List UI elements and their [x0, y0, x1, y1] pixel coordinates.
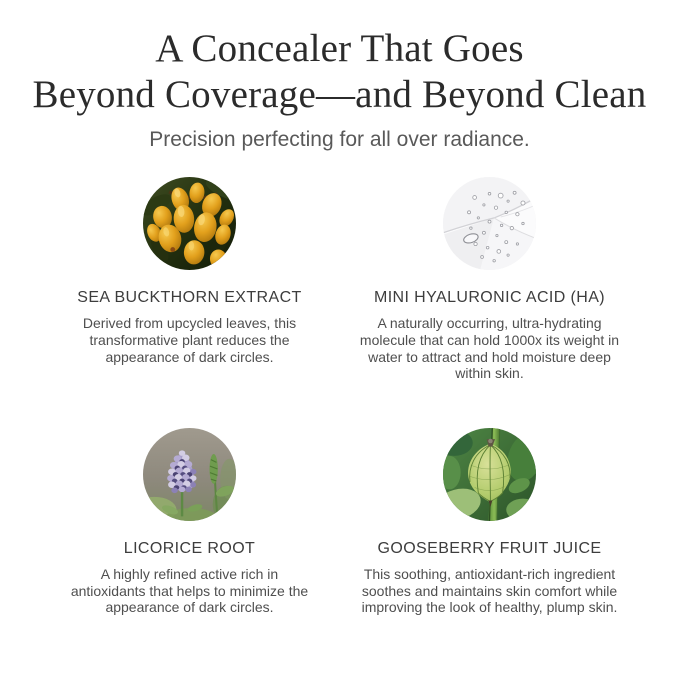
page-title [0, 26, 679, 117]
sea-buckthorn-berries-photo [143, 177, 236, 270]
ingredient-card-licorice-root [40, 428, 340, 616]
ingredient-card-gooseberry [340, 428, 640, 616]
ingredient-card-sea-buckthorn [40, 177, 340, 382]
title-line-1: A Concealer That Goes [155, 27, 524, 70]
ingredient-grid [40, 177, 640, 616]
ingredient-name: SEA BUCKTHORN EXTRACT [77, 289, 302, 307]
ingredient-description: This soothing, antioxidant-rich ingredient soothes and maintains skin comfort while improving the look of healthy, plump skin. [361, 565, 618, 616]
licorice-flower-photo [143, 428, 236, 521]
ingredient-description: A naturally occurring, ultra-hydrating molecule that can hold 1000x its weight in water to attract and hold moisture deep within skin. [359, 315, 620, 382]
title-line-2: Beyond Coverage—and Beyond Clean [32, 72, 647, 116]
clear-gel-texture-photo [443, 177, 536, 270]
ingredient-description: A highly refined active rich in antioxidants that helps to minimize the appearance of dark circles. [70, 565, 309, 616]
page-subtitle: Precision perfecting for all over radiance. [149, 128, 530, 152]
ingredient-name: LICORICE ROOT [123, 539, 256, 557]
ingredient-name: GOOSEBERRY FRUIT JUICE [377, 539, 602, 557]
ingredient-description: Derived from upcycled leaves, this transformative plant reduces the appearance of dark circles. [82, 315, 297, 365]
gooseberry-husk-photo [443, 428, 536, 521]
ingredient-name: MINI HYALURONIC ACID (HA) [373, 289, 606, 307]
ingredient-card-hyaluronic-acid [340, 177, 640, 382]
